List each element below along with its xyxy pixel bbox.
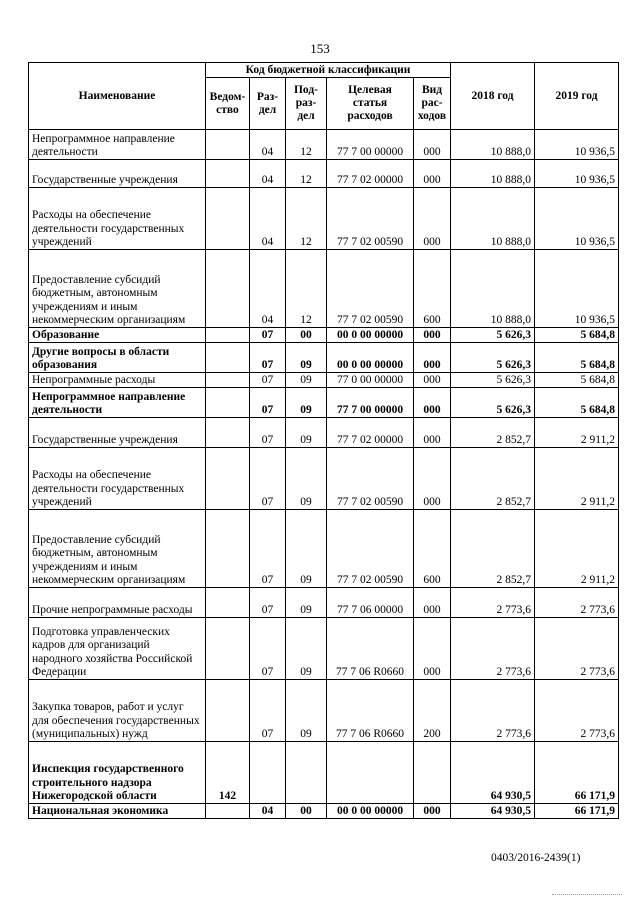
row-value-2018: 2 852,7 <box>451 510 535 588</box>
row-vedomstvo <box>206 388 250 418</box>
row-value-2018: 2 852,7 <box>451 448 535 510</box>
row-podrazdel: 12 <box>286 130 327 160</box>
row-vedomstvo <box>206 418 250 448</box>
row-name: Государственные учреждения <box>29 418 206 448</box>
row-razdel: 07 <box>250 680 286 742</box>
row-podrazdel: 00 <box>286 328 327 343</box>
row-razdel: 07 <box>250 418 286 448</box>
row-podrazdel: 09 <box>286 618 327 680</box>
row-razdel: 07 <box>250 448 286 510</box>
row-podrazdel: 12 <box>286 188 327 250</box>
row-celevaya-statya: 77 7 06 00000 <box>327 588 414 618</box>
row-razdel: 07 <box>250 373 286 388</box>
row-vid-rashodov: 000 <box>414 130 451 160</box>
row-name: Расходы на обеспечение деятельности государственных учреждений <box>29 188 206 250</box>
header-razdel: Раз-дел <box>250 78 286 130</box>
row-celevaya-statya: 77 7 00 00000 <box>327 130 414 160</box>
row-value-2019: 2 911,2 <box>535 510 619 588</box>
row-celevaya-statya: 77 7 02 00590 <box>327 188 414 250</box>
table-row <box>29 680 619 742</box>
row-vedomstvo <box>206 188 250 250</box>
row-podrazdel: 12 <box>286 250 327 328</box>
row-name: Расходы на обеспечение деятельности государственных учреждений <box>29 448 206 510</box>
row-value-2018: 2 773,6 <box>451 680 535 742</box>
row-vedomstvo <box>206 160 250 188</box>
table-row <box>29 250 619 328</box>
row-value-2019: 2 773,6 <box>535 588 619 618</box>
row-vid-rashodov: 000 <box>414 618 451 680</box>
table-row <box>29 510 619 588</box>
row-celevaya-statya: 77 7 02 00590 <box>327 448 414 510</box>
row-vid-rashodov: 000 <box>414 388 451 418</box>
row-name: Национальная экономика <box>29 804 206 819</box>
row-vid-rashodov: 200 <box>414 680 451 742</box>
row-celevaya-statya: 77 0 00 00000 <box>327 373 414 388</box>
row-razdel: 07 <box>250 618 286 680</box>
row-celevaya-statya: 00 0 00 00000 <box>327 328 414 343</box>
row-podrazdel: 09 <box>286 448 327 510</box>
row-razdel: 07 <box>250 388 286 418</box>
table-row <box>29 373 619 388</box>
row-value-2019: 66 171,9 <box>535 804 619 819</box>
document-code: 0403/2016-2439(1) <box>491 852 581 864</box>
budget-table <box>28 62 619 819</box>
row-value-2019: 10 936,5 <box>535 160 619 188</box>
table-row <box>29 188 619 250</box>
row-name: Непрограммное направление деятельности <box>29 388 206 418</box>
table-row <box>29 804 619 819</box>
row-vid-rashodov: 000 <box>414 448 451 510</box>
row-value-2018: 10 888,0 <box>451 188 535 250</box>
row-value-2019: 5 684,8 <box>535 343 619 373</box>
row-razdel: 04 <box>250 804 286 819</box>
row-vedomstvo <box>206 448 250 510</box>
row-name: Предоставление субсидий бюджетным, автономным учреждениям и иным некоммерческим организациям <box>29 250 206 328</box>
row-value-2018: 10 888,0 <box>451 160 535 188</box>
row-celevaya-statya: 77 7 02 00590 <box>327 250 414 328</box>
row-celevaya-statya: 77 7 00 00000 <box>327 388 414 418</box>
row-razdel: 04 <box>250 130 286 160</box>
row-value-2018: 2 852,7 <box>451 418 535 448</box>
row-celevaya-statya: 77 7 02 00000 <box>327 160 414 188</box>
row-podrazdel <box>286 742 327 804</box>
row-value-2019: 2 773,6 <box>535 618 619 680</box>
row-podrazdel: 09 <box>286 418 327 448</box>
row-value-2018: 2 773,6 <box>451 618 535 680</box>
row-value-2019: 10 936,5 <box>535 250 619 328</box>
row-vid-rashodov: 000 <box>414 160 451 188</box>
row-podrazdel: 00 <box>286 804 327 819</box>
row-vid-rashodov: 600 <box>414 250 451 328</box>
row-celevaya-statya: 77 7 06 R0660 <box>327 680 414 742</box>
row-vid-rashodov <box>414 742 451 804</box>
row-vedomstvo <box>206 510 250 588</box>
row-vid-rashodov: 000 <box>414 373 451 388</box>
row-razdel: 07 <box>250 510 286 588</box>
row-value-2018: 5 626,3 <box>451 388 535 418</box>
header-classification-group: Код бюджетной классификации <box>206 63 451 78</box>
row-value-2018: 5 626,3 <box>451 328 535 343</box>
row-value-2018: 2 773,6 <box>451 588 535 618</box>
header-2018: 2018 год <box>451 63 535 130</box>
row-name: Образование <box>29 328 206 343</box>
bottom-dotted-mark <box>552 894 622 896</box>
table-row <box>29 343 619 373</box>
row-vedomstvo <box>206 804 250 819</box>
row-podrazdel: 09 <box>286 510 327 588</box>
row-celevaya-statya: 00 0 00 00000 <box>327 804 414 819</box>
row-name: Подготовка управленческих кадров для организаций народного хозяйства Российской Федерации <box>29 618 206 680</box>
table-row <box>29 588 619 618</box>
row-vid-rashodov: 000 <box>414 328 451 343</box>
row-celevaya-statya: 77 7 02 00590 <box>327 510 414 588</box>
row-vedomstvo <box>206 130 250 160</box>
row-razdel <box>250 742 286 804</box>
row-vedomstvo <box>206 588 250 618</box>
row-value-2019: 5 684,8 <box>535 373 619 388</box>
row-vedomstvo <box>206 373 250 388</box>
row-vid-rashodov: 000 <box>414 588 451 618</box>
row-value-2019: 2 911,2 <box>535 448 619 510</box>
row-razdel: 04 <box>250 250 286 328</box>
row-podrazdel: 09 <box>286 680 327 742</box>
row-value-2019: 2 773,6 <box>535 680 619 742</box>
row-vid-rashodov: 000 <box>414 804 451 819</box>
row-celevaya-statya: 77 7 06 R0660 <box>327 618 414 680</box>
header-podrazdel: Под-раз-дел <box>286 78 327 130</box>
row-name: Государственные учреждения <box>29 160 206 188</box>
row-vedomstvo <box>206 618 250 680</box>
row-celevaya-statya: 77 7 02 00000 <box>327 418 414 448</box>
row-name: Закупка товаров, работ и услуг для обеспечения государственных (муниципальных) нужд <box>29 680 206 742</box>
row-value-2018: 5 626,3 <box>451 343 535 373</box>
table-row <box>29 618 619 680</box>
table-row <box>29 130 619 160</box>
row-value-2018: 10 888,0 <box>451 130 535 160</box>
table-row <box>29 328 619 343</box>
table-row <box>29 742 619 804</box>
row-vedomstvo <box>206 250 250 328</box>
row-value-2019: 5 684,8 <box>535 328 619 343</box>
row-podrazdel: 12 <box>286 160 327 188</box>
table-header <box>29 63 619 130</box>
row-name: Непрограммное направление деятельности <box>29 130 206 160</box>
row-vid-rashodov: 000 <box>414 343 451 373</box>
header-name: Наименование <box>29 63 206 130</box>
table-row <box>29 160 619 188</box>
row-vid-rashodov: 000 <box>414 188 451 250</box>
table-row <box>29 418 619 448</box>
row-vedomstvo <box>206 343 250 373</box>
row-vedomstvo <box>206 680 250 742</box>
row-celevaya-statya: 00 0 00 00000 <box>327 343 414 373</box>
row-value-2018: 10 888,0 <box>451 250 535 328</box>
row-value-2019: 66 171,9 <box>535 742 619 804</box>
row-value-2018: 64 930,5 <box>451 742 535 804</box>
row-podrazdel: 09 <box>286 373 327 388</box>
row-value-2019: 10 936,5 <box>535 130 619 160</box>
row-name: Непрограммные расходы <box>29 373 206 388</box>
row-vid-rashodov: 000 <box>414 418 451 448</box>
row-value-2018: 64 930,5 <box>451 804 535 819</box>
table-body <box>29 130 619 819</box>
row-vedomstvo <box>206 328 250 343</box>
row-vid-rashodov: 600 <box>414 510 451 588</box>
table-row <box>29 388 619 418</box>
row-razdel: 04 <box>250 160 286 188</box>
row-razdel: 07 <box>250 328 286 343</box>
row-podrazdel: 09 <box>286 588 327 618</box>
row-razdel: 04 <box>250 188 286 250</box>
header-2019: 2019 год <box>535 63 619 130</box>
row-vedomstvo: 142 <box>206 742 250 804</box>
row-name: Предоставление субсидий бюджетным, автономным учреждениям и иным некоммерческим организациям <box>29 510 206 588</box>
row-podrazdel: 09 <box>286 343 327 373</box>
row-name: Прочие непрограммные расходы <box>29 588 206 618</box>
page-number: 153 <box>310 41 330 56</box>
row-value-2019: 10 936,5 <box>535 188 619 250</box>
row-name: Другие вопросы в области образования <box>29 343 206 373</box>
header-celevaya-statya: Целевая статья расходов <box>327 78 414 130</box>
row-celevaya-statya <box>327 742 414 804</box>
row-value-2018: 5 626,3 <box>451 373 535 388</box>
header-vedomstvo: Ведом-ство <box>206 78 250 130</box>
row-podrazdel: 09 <box>286 388 327 418</box>
row-name: Инспекция государственного строительного надзора Нижегородской области <box>29 742 206 804</box>
row-value-2019: 2 911,2 <box>535 418 619 448</box>
header-vid-rashodov: Вид рас-ходов <box>414 78 451 130</box>
row-value-2019: 5 684,8 <box>535 388 619 418</box>
row-razdel: 07 <box>250 343 286 373</box>
row-razdel: 07 <box>250 588 286 618</box>
table-row <box>29 448 619 510</box>
